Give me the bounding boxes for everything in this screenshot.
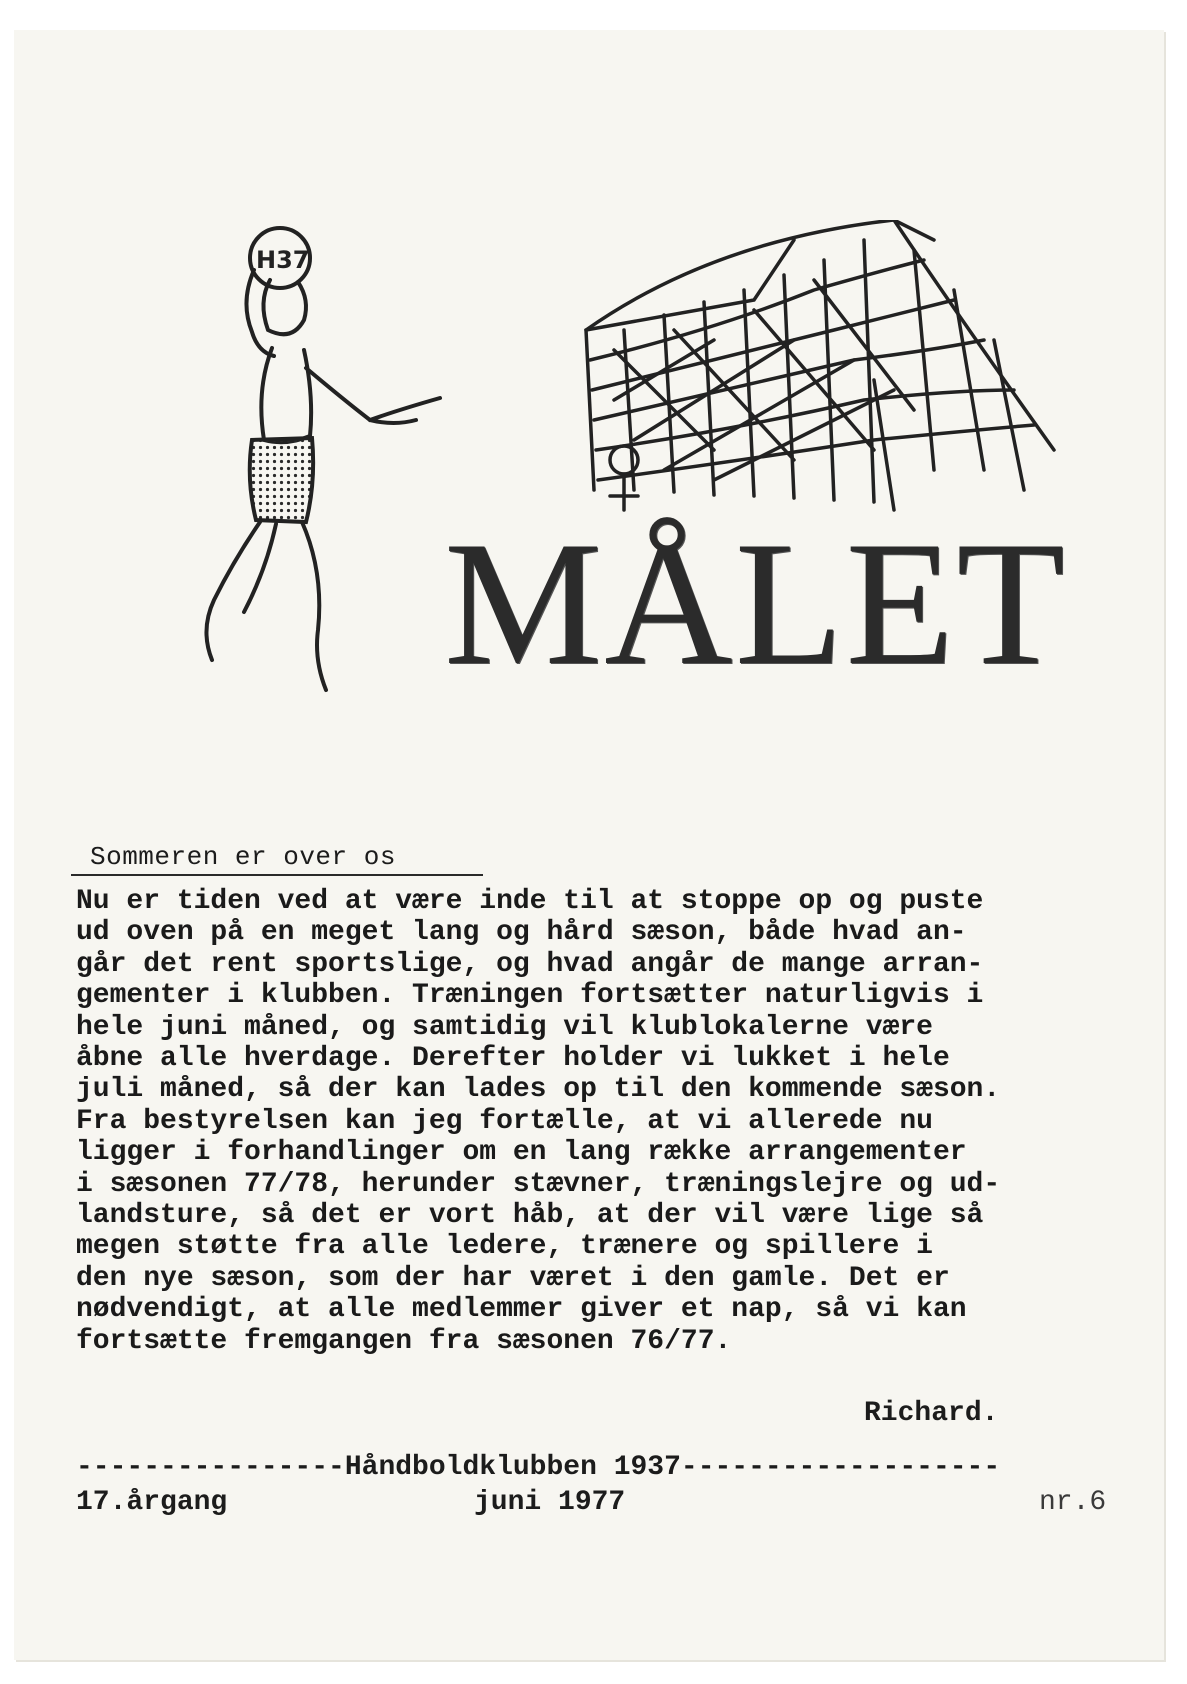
article-heading: Sommeren er over os: [90, 842, 396, 872]
heading-underline: [71, 874, 483, 876]
article-signature: Richard.: [864, 1398, 999, 1429]
article-body: Nu er tiden ved at være inde til at stoppe op og puste ud oven på en meget lang og hård sæson, både hvad an- går det rent sportslige, og hvad angår de mange arran- gementer i klubben. Træningen fortsætter naturligvis i hele juni måned, og samtidig vil klublokalerne være åbne alle hverdage. Derefter holder vi lukket i hele juli måned, så der kan lades op til den kommende sæson. Fra bestyrelsen kan jeg fortælle, at vi allerede nu ligger i forhandlinger om en lang række arrangementer i sæsonen 77/78, herunder stævner, træningslejre og ud- landsture, så det er vort håb, at der vil være lige så megen støtte fra alle ledere, trænere og spillere i den nye sæson, som der har været i den gamle. Det er nødvendigt, at alle medlemmer giver et nap, så vi kan fortsætte fremgangen fra sæsonen 76/77.: [76, 886, 1001, 1357]
handball-player-figure: [206, 228, 440, 690]
ball-label: H37: [256, 246, 310, 274]
footer-issue-number: nr.6: [1039, 1487, 1107, 1518]
footer-club-line: ----------------Håndboldklubben 1937-------------------: [76, 1452, 1001, 1483]
footer-date: juni 1977: [474, 1487, 626, 1518]
newsletter-page: [14, 30, 1164, 1660]
footer-volume: 17.årgang: [76, 1487, 228, 1518]
newsletter-title: MÅLET: [444, 504, 1068, 702]
goal-net-drawing: [586, 220, 1054, 510]
